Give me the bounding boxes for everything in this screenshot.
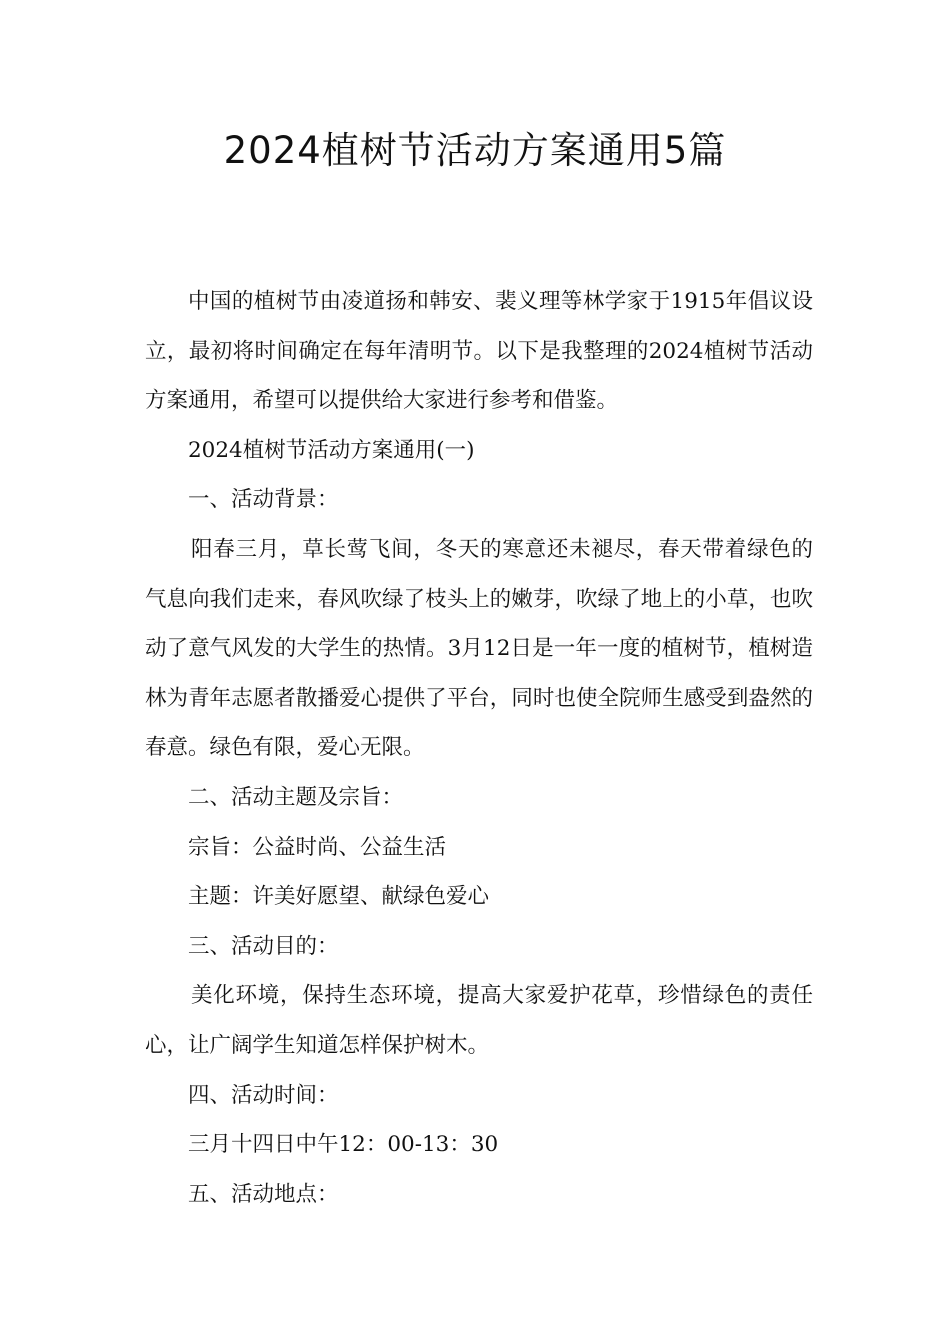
goal-paragraph: 美化环境，保持生态环境，提高大家爱护花草，珍惜绿色的责任心，让广阔学生知道怎样保护树木。 <box>145 983 813 1058</box>
time-line: 三月十四日中午12：00-13：30 <box>188 1132 499 1158</box>
background-paragraph: 阳春三月，草长莺飞间，冬天的寒意还未褪尽，春天带着绿色的气息向我们走来，春风吹绿了枝头上的嫩芽，吹绿了地上的小草，也吹动了意气风发的大学生的热情。3月12日是一年一度的植树节，植树造林为青年志愿者散播爱心提供了平台，同时也使全院师生感受到盎然的春意。绿色有限，爱心无限。 <box>145 536 813 761</box>
document-title: 2024植树节活动方案通用5篇 <box>223 129 727 172</box>
theme-line: 主题：许美好愿望、献绿色爱心 <box>188 884 490 910</box>
heading-time: 四、活动时间： <box>188 1082 339 1108</box>
heading-background: 一、活动背景： <box>188 487 339 513</box>
heading-goal: 三、活动目的： <box>188 933 339 959</box>
purpose-line: 宗旨：公益时尚、公益生活 <box>188 834 447 860</box>
heading-location: 五、活动地点： <box>188 1181 339 1207</box>
heading-theme-purpose: 二、活动主题及宗旨： <box>188 784 404 810</box>
section-heading-plan-one: 2024植树节活动方案通用(一) <box>188 437 475 463</box>
intro-paragraph: 中国的植树节由凌道扬和韩安、裴义理等林学家于1915年倡议设立，最初将时间确定在每年清明节。以下是我整理的2024植树节活动方案通用，希望可以提供给大家进行参考和借鉴。 <box>145 289 813 414</box>
document-body <box>145 277 813 1219</box>
